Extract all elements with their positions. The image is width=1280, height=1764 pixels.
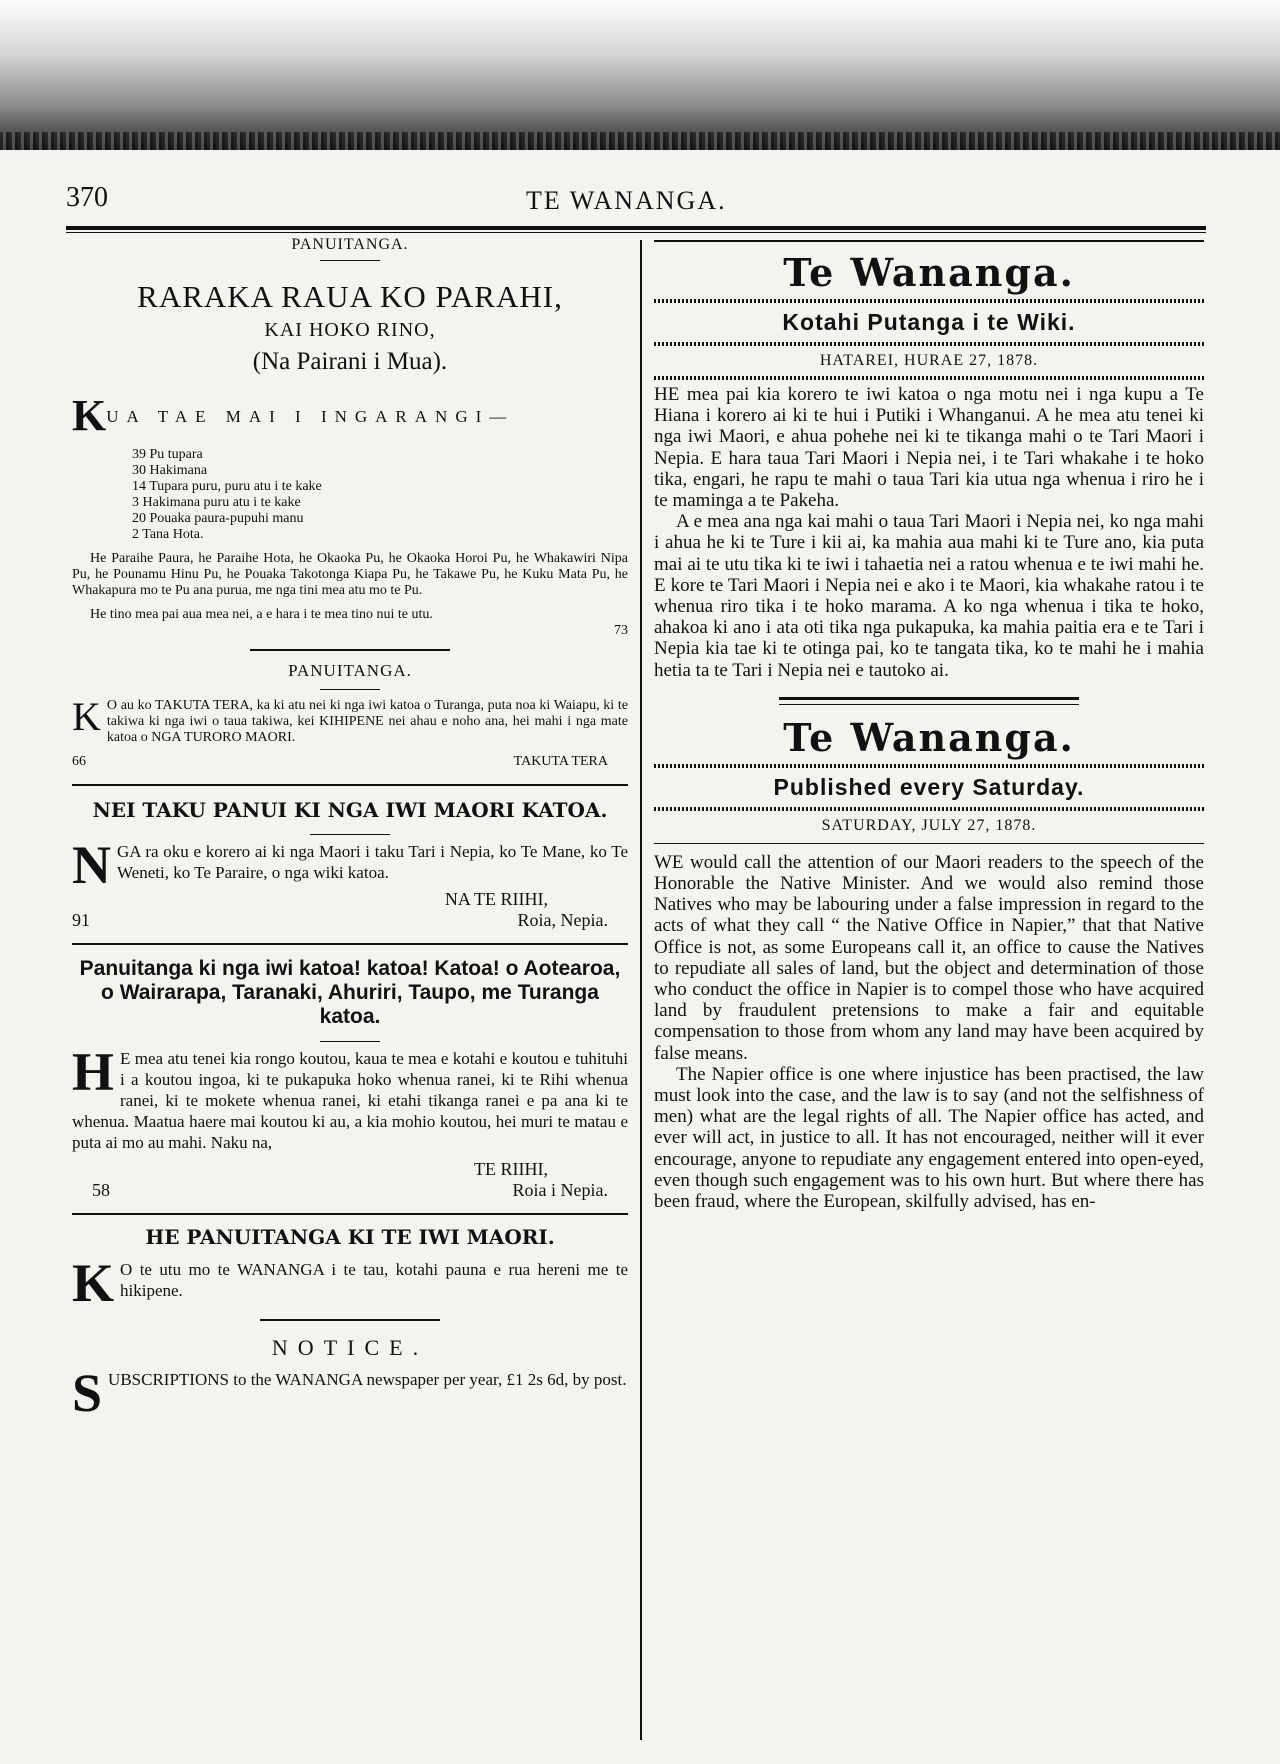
ad-signature: TE RIIHI, bbox=[474, 1159, 548, 1179]
ad-number-row bbox=[72, 623, 628, 639]
divider bbox=[779, 697, 1079, 700]
list-item: 39 Pu tupara bbox=[132, 447, 203, 462]
divider bbox=[654, 299, 1204, 303]
paragraph: A e mea ana nga kai mahi o taua Tari Maori i Nepia nei, ko nga mahi i ahua he ki te Ture i kii ai, ka mahia aua mahi ki te Ture ano, kia puta mai ai te utu tika ki te iwi i tahaetia nei a ratou whenua e te iwi mahi he. E kore te Tari Maori i Nepia nei e ako i te Maori, kia whakahe ratou i te whenua riro tika i te hoko marama. A ko nga whenua i tika te hoko, ahakoa ki ano i ata oti tika nga pukapuka, ka mahia paitia era e te Tari i Nepia kia tae ki te otinga pai, ko te tangata tika, ko te mahi he i mahia hetia ta te Tari i Nepia nei e tautoko ai. bbox=[654, 511, 1204, 681]
divider bbox=[654, 342, 1204, 346]
ad-signature: TAKUTA TERA bbox=[513, 754, 608, 769]
ad-raraka bbox=[72, 236, 628, 639]
ad-location: Roia i Nepia. bbox=[512, 1180, 608, 1200]
divider bbox=[310, 834, 390, 835]
divider bbox=[260, 1319, 440, 1321]
ad-takuta bbox=[72, 661, 628, 770]
publication-line: Published every Saturday. bbox=[773, 773, 1085, 800]
english-editorial bbox=[654, 715, 1204, 1212]
ad-number: 66 bbox=[72, 754, 86, 769]
ad-signature: NA TE RIIHI, bbox=[444, 889, 548, 909]
right-column bbox=[654, 236, 1204, 1212]
ad-title: RARAKA RAUA KO PARAHI, bbox=[137, 279, 563, 314]
ad-title: Panuitanga ki nga iwi katoa! katoa! Katoa! o Aotearoa, o Wairarapa, Taranaki, Ahuriri, Taupo, me Turanga katoa. bbox=[79, 957, 621, 1028]
running-title: TE WANANGA. bbox=[526, 186, 727, 215]
list-item: 30 Hakimana bbox=[132, 463, 208, 478]
divider bbox=[72, 943, 628, 945]
ad-number: 58 bbox=[92, 1180, 110, 1200]
masthead: Te Wananga. bbox=[783, 250, 1075, 295]
divider bbox=[654, 843, 1204, 844]
ad-label: PANUITANGA. bbox=[288, 661, 412, 680]
list-item: 3 Hakimana puru atu i te kake bbox=[132, 495, 301, 510]
list-item: 2 Tana Hota. bbox=[132, 527, 204, 542]
ad-footer bbox=[72, 1180, 628, 1201]
drop-cap: S bbox=[72, 1363, 103, 1423]
column-divider bbox=[640, 240, 642, 1740]
issue-date: HATAREI, HURAE 27, 1878. bbox=[819, 352, 1039, 369]
masthead: Te Wananga. bbox=[783, 714, 1075, 760]
ad-footer bbox=[72, 910, 628, 931]
publication-line: Kotahi Putanga i te Wiki. bbox=[782, 309, 1076, 335]
ad-intro-text: UA TAE MAI I INGARANGI— bbox=[106, 407, 515, 426]
drop-cap: K bbox=[72, 1253, 115, 1313]
divider bbox=[654, 240, 1204, 242]
divider bbox=[654, 376, 1204, 380]
editorial-text bbox=[654, 384, 1204, 681]
ad-body: K O au ko TAKUTA TERA, ka ki atu nei ki nga iwi katoa o Turanga, puta noa ki Waiapu, ki te takiwa ki nga iwi o taua takiwa, kei KIHIPENE nei ahau e noho ana, hei mahi i nga mate katoa o NGA TURORO MAORI. bbox=[72, 694, 628, 745]
drop-cap: K bbox=[72, 391, 107, 440]
ad-body: He Paraihe Paura, he Paraihe Hota, he Okaoka Pu, he Okaoka Horoi Pu, he Whakawiri Nipa Pu, he Pounamu Hinu Pu, he Pouaka Takotonga Kiapa Pu, he Takawe Pu, he Kuku Mata Pu, he Whakapura mo te Pu ana purua, me nga tini mea atu mo te Pu. bbox=[72, 551, 628, 598]
ad-body: NGA ra oku e korero ai ki nga Maori i taku Tari i Nepia, ko Te Mane, ko Te Weneti, ko Te Paraire, o nga wiki katoa. bbox=[72, 835, 628, 895]
header-rule-thin bbox=[66, 232, 1206, 233]
divider bbox=[320, 1041, 380, 1042]
ad-title: HE PANUITANGA KI TE IWI MAORI. bbox=[145, 1225, 555, 1249]
drop-cap: H bbox=[72, 1042, 115, 1102]
list-item: 14 Tupara puru, puru atu i te kake bbox=[132, 479, 322, 494]
ad-subtitle: KAI HOKO RINO, bbox=[264, 319, 436, 341]
divider bbox=[72, 1213, 628, 1215]
paragraph: HE mea pai kia korero te iwi katoa o nga motu nei i nga kupu a Te Hiana i korero ai ki te hui i Putiki i Whanganui. A he mea atu tenei ki nga iwi Maori, e ahua pohehe nei ki te tikanga mahi o te Tari Maori i Nepia. E hara taua Tari Maori i Nepia nei, i te Tari whakahe i te hoko tika, engari, he rapu te mahi o taua Tari kia utua nga whenua i riro he i te maminga a te Pakeha. bbox=[654, 384, 1204, 512]
ad-number: 73 bbox=[614, 623, 628, 638]
paragraph: The Napier office is one where injustice has been practised, the law must look into the case, and the law is to say (and not the selfishness of men) what are the legal rights of all. The Napier office has acted, and ever will act, in justice to all. It has not encouraged, neither will it ever encourage, anyone to repudiate any engagement entered into open-eyed, even though such engagement was to his own hurt. But where there has been fraud, where the European, skilfully advised, has en- bbox=[654, 1063, 1204, 1213]
page-number: 370 bbox=[66, 182, 108, 213]
ad-body: H E mea atu tenei kia rongo koutou, kaua te mea e kotahi e koutou e tuhituhi i a koutou ingoa, ki te pukapuka hoko whenua ranei, ki te Rihi whenua ranei, ki te mokete whenua ranei, ki etahi tikanga ranei e pa ana ki te whenua. Maatua haere mai koutou ki au, a kia mohio koutou, hei muri te matau e puta ai mo au mahi. Naku na, bbox=[72, 1042, 628, 1152]
divider bbox=[654, 764, 1204, 768]
list-item: 20 Pouaka paura-pupuhi manu bbox=[132, 511, 304, 526]
divider bbox=[654, 807, 1204, 811]
header-rule bbox=[66, 226, 1206, 230]
ad-body: K O te utu mo te WANANGA i te tau, kotahi pauna e rua hereni me te hikipene. bbox=[72, 1253, 628, 1313]
ad-wananga-price bbox=[72, 1225, 628, 1313]
divider bbox=[779, 704, 1079, 705]
ad-label: PANUITANGA. bbox=[291, 236, 409, 253]
scan-top-band bbox=[0, 0, 1280, 150]
left-column bbox=[72, 236, 628, 1423]
item-list bbox=[132, 447, 628, 543]
editorial-text bbox=[654, 852, 1204, 1212]
notice-title: NOTICE. bbox=[271, 1335, 429, 1360]
ad-number: 91 bbox=[72, 910, 90, 930]
divider bbox=[72, 784, 628, 786]
ad-riihi-2 bbox=[72, 957, 628, 1201]
ad-title: NEI TAKU PANUI KI NGA IWI MAORI KATOA. bbox=[92, 798, 608, 822]
ad-location: Roia, Nepia. bbox=[517, 910, 608, 930]
ad-footer bbox=[72, 754, 628, 770]
notice bbox=[72, 1335, 628, 1423]
paragraph: WE would call the attention of our Maori readers to the speech of the Honorable the Native Minister. And we would also remind those Natives who may be labouring under a false impression in regard to the acts of what they call “ the Native Office in Napier,” that that Native Office is not, as some Europeans call it, an office to cause the Natives to repudiate all sales of land, but the object and determination of those who conduct the office in Napier is to compel those who have acquired land by fraudulent pretensions to make a fair and equitable compensation to those from whom any land may have been acquired by false means. bbox=[654, 851, 1204, 1064]
notice-body: SUBSCRIPTIONS to the WANANGA newspaper per year, £1 2s 6d, by post. bbox=[72, 1363, 627, 1423]
issue-date: SATURDAY, JULY 27, 1878. bbox=[821, 816, 1037, 834]
drop-cap: N bbox=[72, 835, 111, 895]
ad-riihi-1 bbox=[72, 798, 628, 931]
drop-cap: K bbox=[72, 694, 101, 739]
ad-closing: He tino mea pai aua mea nei, a e hara i te mea tino nui te utu. bbox=[90, 607, 433, 622]
ad-subtitle-2: (Na Pairani i Mua). bbox=[252, 348, 448, 375]
maori-editorial bbox=[654, 250, 1204, 681]
divider bbox=[250, 649, 450, 651]
ad-intro bbox=[72, 390, 628, 441]
page-header bbox=[66, 182, 1216, 222]
divider bbox=[320, 260, 380, 261]
divider bbox=[320, 689, 380, 690]
